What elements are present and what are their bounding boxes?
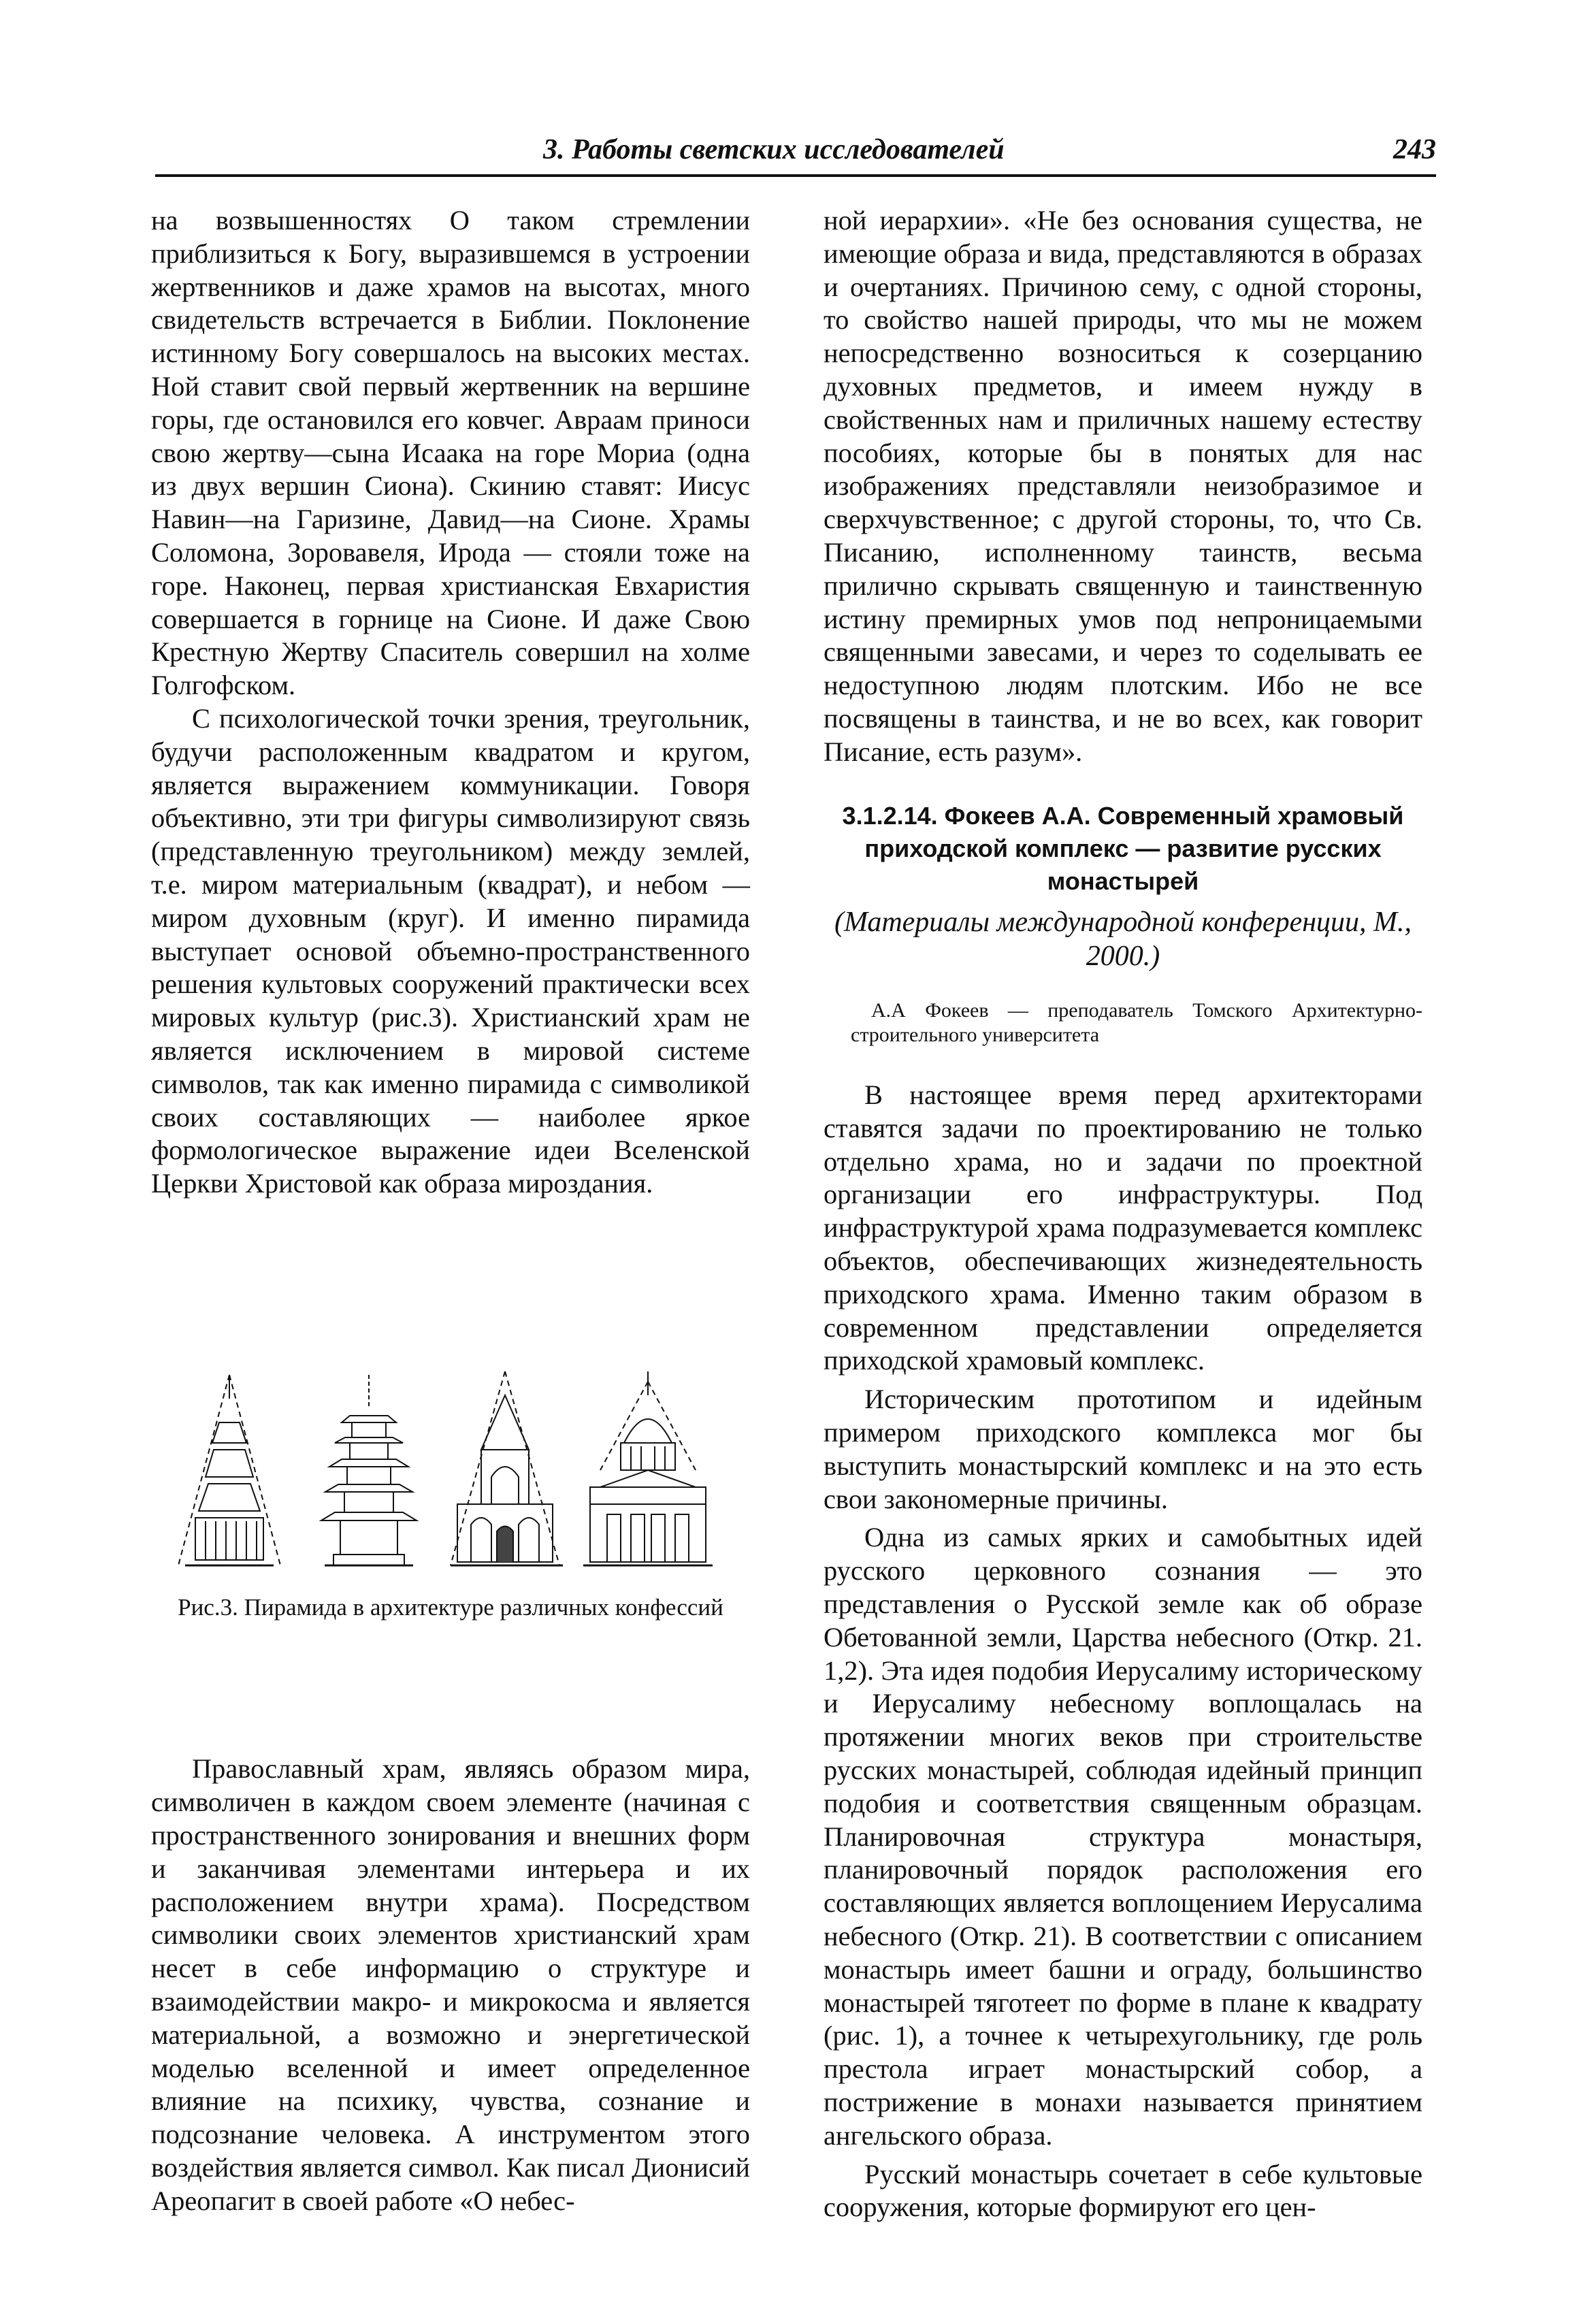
left-paragraph-1: на возвышенностях О таком стремлении приблизиться к Богу, выразившемся в устроении жертвенников и даже храмов на высотах, много свидетельств встречается в Библии. Поклонение истинному Богу совершалось на высоких местах. Ной ставит свой первый жертвенник на вершине горы, где остановился его ковчег. Авраам приноси свою жертву—сына Исаака на горе Мориа (одна из двух вершин Сиона). Скинию ставят: Иисус Навин—на Гаризине, Давид—на Сионе. Храмы Соломона, Зоровавеля, Ирода — стояли тоже на горе. Наконец, первая христианская Евхаристия совершается в горнице на Сионе. И даже Свою Крестную Жертву Спаситель совершил на холме Голгофском. — [151, 205, 750, 701]
section-subheading: (Материалы международной конференции, М., 2000.) — [834, 907, 1412, 972]
figure-caption: Рис.3. Пирамида в архитектуре различных конфессий — [178, 1594, 723, 1621]
left-paragraph-3: Православный храм, являясь образом мира, символичен в каждом своем элементе (начиная с пространственного зонирования и внешних форм и заканчивая элементами интерьера и их расположением внутри храма). Посредством символики своих элементов христианский храм несет в себе информацию о структуре и взаимодействии макро- и микрокосма и является материальной, а возможно и энергетической моделью вселенной и имеет определенное влияние на психику, чувства, сознание и подсознание человека. А инструментом этого воздействия является символ. Как писал Дионисий Ареопагит в своей работе «О небес- — [151, 1753, 750, 2216]
domed-cathedral-drawing — [583, 1371, 713, 1565]
gothic-church-drawing — [451, 1371, 563, 1565]
section-heading: 3.1.2.14. Фокеев А.А. Современный храмовый приходской комплекс — развитие русских монастырей — [842, 802, 1404, 895]
right-column-top — [824, 204, 1422, 769]
running-title: 3. Работы светских исследователей — [543, 134, 1005, 165]
running-header — [155, 133, 1436, 177]
left-column — [151, 204, 750, 1201]
right-paragraph-4: Русский монастырь сочетает в себе культовые сооружения, которые формируют его цен- — [824, 2158, 1422, 2223]
buddhist-stupa-drawing — [178, 1375, 280, 1565]
right-paragraph-2: Историческим прототипом и идейным примером приходского комплекса мог бы выступить монастырский комплекс и на это есть свои закономерные причины. — [824, 1384, 1422, 1514]
left-paragraph-2: С психологической точки зрения, треугольник, будучи расположенным квадратом и кругом, является выражением коммуникации. Говоря объективно, эти три фигуры символизируют связь (представленную треугольником) между землей, т.е. миром материальным (квадрат), и небом — миром духовным (круг). И именно пирамида выступает основой объемно-пространственного решения культовых сооружений практически всех мировых культур (рис.3). Христианский храм не является исключением в мировой системе символов, так как именно пирамида с символикой своих составляющих — наиболее яркое формологическое выражение идеи Вселенской Церкви Христовой как образа мироздания. — [151, 702, 750, 1199]
right-continuation-paragraph: ной иерархии». «Не без основания существа, не имеющие образа и вида, представляются в образах и очертаниях. Причиною сему, с одной стороны, то свойство нашей природы, что мы не можем непосредственно возноситься к созерцанию духовных предметов, и имеем нужду в свойственных нам и приличных нашему естеству пособиях, которые бы в понятых для нас изображениях представляли неизобразимое и сверхчувственное; с другой стороны, то, что Св. Писанию, исполненному таинств, весьма прилично скрывать священную и таинственную истину премирных умов под непроницаемыми священными завесами, и через то соделывать ее недоступною людям плотским. Ибо не все посвящены в таинства, и не во всех, как говорит Писание, есть разум». — [824, 205, 1422, 767]
pyramid-architecture-illustration — [172, 1368, 730, 1572]
right-column-body — [824, 1079, 1422, 2230]
pagoda-drawing — [321, 1375, 417, 1565]
author-note: А.А Фокеев — преподаватель Томского Архитектурно-строительного университета — [851, 999, 1422, 1046]
right-paragraph-1: В настоящее время перед архитекторами ставятся задачи по проектированию не только отдельно храма, но и задачи по проектной организации его инфраструктуры. Под инфраструктурой храма подразумевается комплекс объектов, обеспечивающих жизнедеятельность приходского храма. Именно таким образом в современном представлении определяется приходской храмовый комплекс. — [824, 1079, 1422, 1376]
right-paragraph-3: Одна из самых ярких и самобытных идей русского церковного сознания — это представления о Русской земле как об образе Обетованной земли, Царства небесного (Откр. 21. 1,2). Эта идея подобия Иерусалиму историческому и Иерусалиму небесному воплощалась на протяжении многих веков при строительстве русских монастырей, соблюдая идейный принцип подобия и соответствия священным образцам. Планировочная структура монастыря, планировочный порядок расположения его составляющих является воплощением Иерусалима небесного (Откр. 21). В соответствии с описанием монастырь имеет башни и ограду, большинство монастырей тяготеет по форме в плане к квадрату (рис. 1), а точнее к четырехугольнику, где роль престола играет монастырский собор, а пострижение в монахи называется принятием ангельского образа. — [824, 1522, 1422, 2151]
page-number: 243 — [1393, 134, 1436, 165]
